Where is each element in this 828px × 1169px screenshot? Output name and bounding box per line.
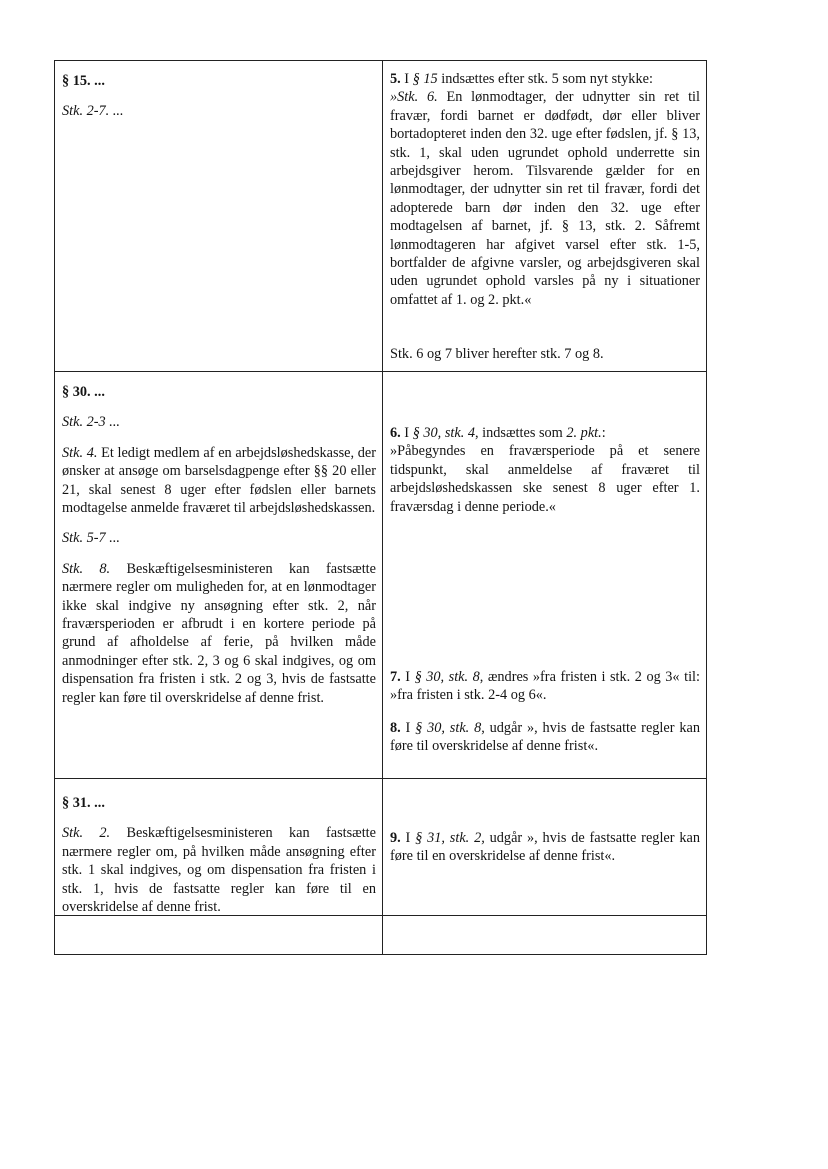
amendment-number: 5. (390, 71, 401, 87)
empty-cell (55, 916, 383, 954)
amendment-number: 6. (390, 425, 401, 441)
subsection-text: Stk. 5-7 ... (62, 530, 120, 547)
subsection-2: Stk. 2. Beskæftigelsesministeren kan fastsætte nærmere regler om, på hvilken måde ansøgning efter stk. 1 skal indgives, og om dispensation fra fristen i stk. 1, hvis de fastsatte regler kan føre til en overskridelse af denne frist. (62, 825, 376, 916)
amendment-cell (383, 779, 707, 915)
section-heading: § 30. ... (62, 384, 105, 400)
subsection-label: Stk. 2. (62, 825, 111, 842)
table-row (55, 61, 707, 372)
amendment-8: 8. I § 30, stk. 8, udgår », hvis de fastsatte regler kan føre til overskridelse af denne frist«. (390, 720, 700, 755)
section-heading: § 31. ... (62, 795, 105, 811)
subsection-text: Stk. 2-3 ... (62, 414, 120, 431)
amendment-6-quote: »Påbegyndes en fraværsperiode på et senere tidspunkt, skal anmeldelse af fraværet til arbejdsløshedskassen ske senest 8 uger efter 1. fraværsdag i denne periode.« (390, 443, 700, 515)
section-reference: § 31, stk. 2, (415, 830, 485, 846)
section-reference: § 15 (412, 71, 438, 87)
table-row (55, 372, 707, 779)
subsection-label: Stk. 8. (62, 560, 111, 577)
amendment-5-footer: Stk. 6 og 7 bliver herefter stk. 7 og 8. (390, 345, 604, 362)
current-law-cell (55, 372, 383, 778)
amendment-7: 7. I § 30, stk. 8, ændres »fra fristen i stk. 2 og 3« til: »fra fristen i stk. 2-4 og 6«. (390, 669, 700, 704)
empty-cell (383, 916, 707, 954)
amendment-5: 5. I § 15 indsættes efter stk. 5 som nyt stykke: (390, 71, 653, 87)
amendment-cell (383, 372, 707, 778)
subsection-4: Stk. 4. Et ledigt medlem af en arbejdsløshedskasse, der ønsker at ansøge om barselsdagpenge efter §§ 20 eller 21, skal senest 8 uger efter fødslen eller barnets modtagelse anmelde fraværet til arbejdsløshedskassen. (62, 444, 376, 517)
amendment-5-quote: »Stk. 6. En lønmodtager, der udnytter sin ret til fravær, fordi barnet er dødfødt, dør eller bliver bortadopteret inden den 32. uge efter fødslen, jf. § 13, stk. 1, skal uden ugrundet ophold underrette sin arbejdsgiver herom. Tilsvarende gælder for en lønmodtager, der udnytter sin ret til fravær, fordi det adopterede barn dør inden den 32. uge efter modtagelsen af barnet, jf. § 13, stk. 2. Såfremt lønmodtageren har afgivet varsel efter stk. 1-5, bortfalder de afgivne varsler, og arbejdsgiveren skal uden ugrundet ophold varsles på ny i situationer omfattet af 1. og 2. pkt.« (390, 89, 700, 308)
amendment-number: 9. (390, 830, 401, 846)
current-law-cell (55, 779, 383, 915)
amendment-number: 7. (390, 669, 401, 685)
amendment-cell (383, 61, 707, 371)
section-reference: § 30, stk. 4 (412, 425, 476, 441)
table-row (55, 779, 707, 916)
section-reference: § 30, stk. 8 (415, 720, 482, 736)
section-reference: § 30, stk. 8 (414, 669, 480, 685)
amendment-9: 9. I § 31, stk. 2, udgår », hvis de fastsatte regler kan føre til en overskridelse af denne frist«. (390, 830, 700, 865)
current-law-cell (55, 61, 383, 371)
subsection-label: Stk. 4. (62, 444, 98, 461)
subsection-label: Stk. 6. (397, 89, 438, 106)
subsection-text: Stk. 2-7. ... (62, 103, 124, 120)
amendment-number: 8. (390, 720, 401, 736)
section-heading: § 15. ... (62, 73, 105, 89)
amendment-6: 6. I § 30, stk. 4, indsættes som 2. pkt.: »Påbegyndes en fraværsperiode på et senere tidspunkt, skal anmeldelse af fraværet til arbejdsløshedskassen ske senest 8 uger efter 1. fraværsdag i denne periode.« (390, 425, 700, 515)
comparison-table (54, 60, 707, 955)
table-row (55, 916, 707, 955)
subsection-8: Stk. 8. Beskæftigelsesministeren kan fastsætte nærmere regler om muligheden for, at en lønmodtager ikke skal indgive ny ansøgning efter stk. 2, når fraværsperioden er afbrudt i en kortere periode på grund af afholdelse af ferie, på hvilken måde anmodninger efter stk. 2, 3 og 6 skal indgives, og om dispensation fra fristen i stk. 2 og 3, hvis de fastsatte regler kan føre til overskridelse af denne frist. (62, 560, 376, 706)
